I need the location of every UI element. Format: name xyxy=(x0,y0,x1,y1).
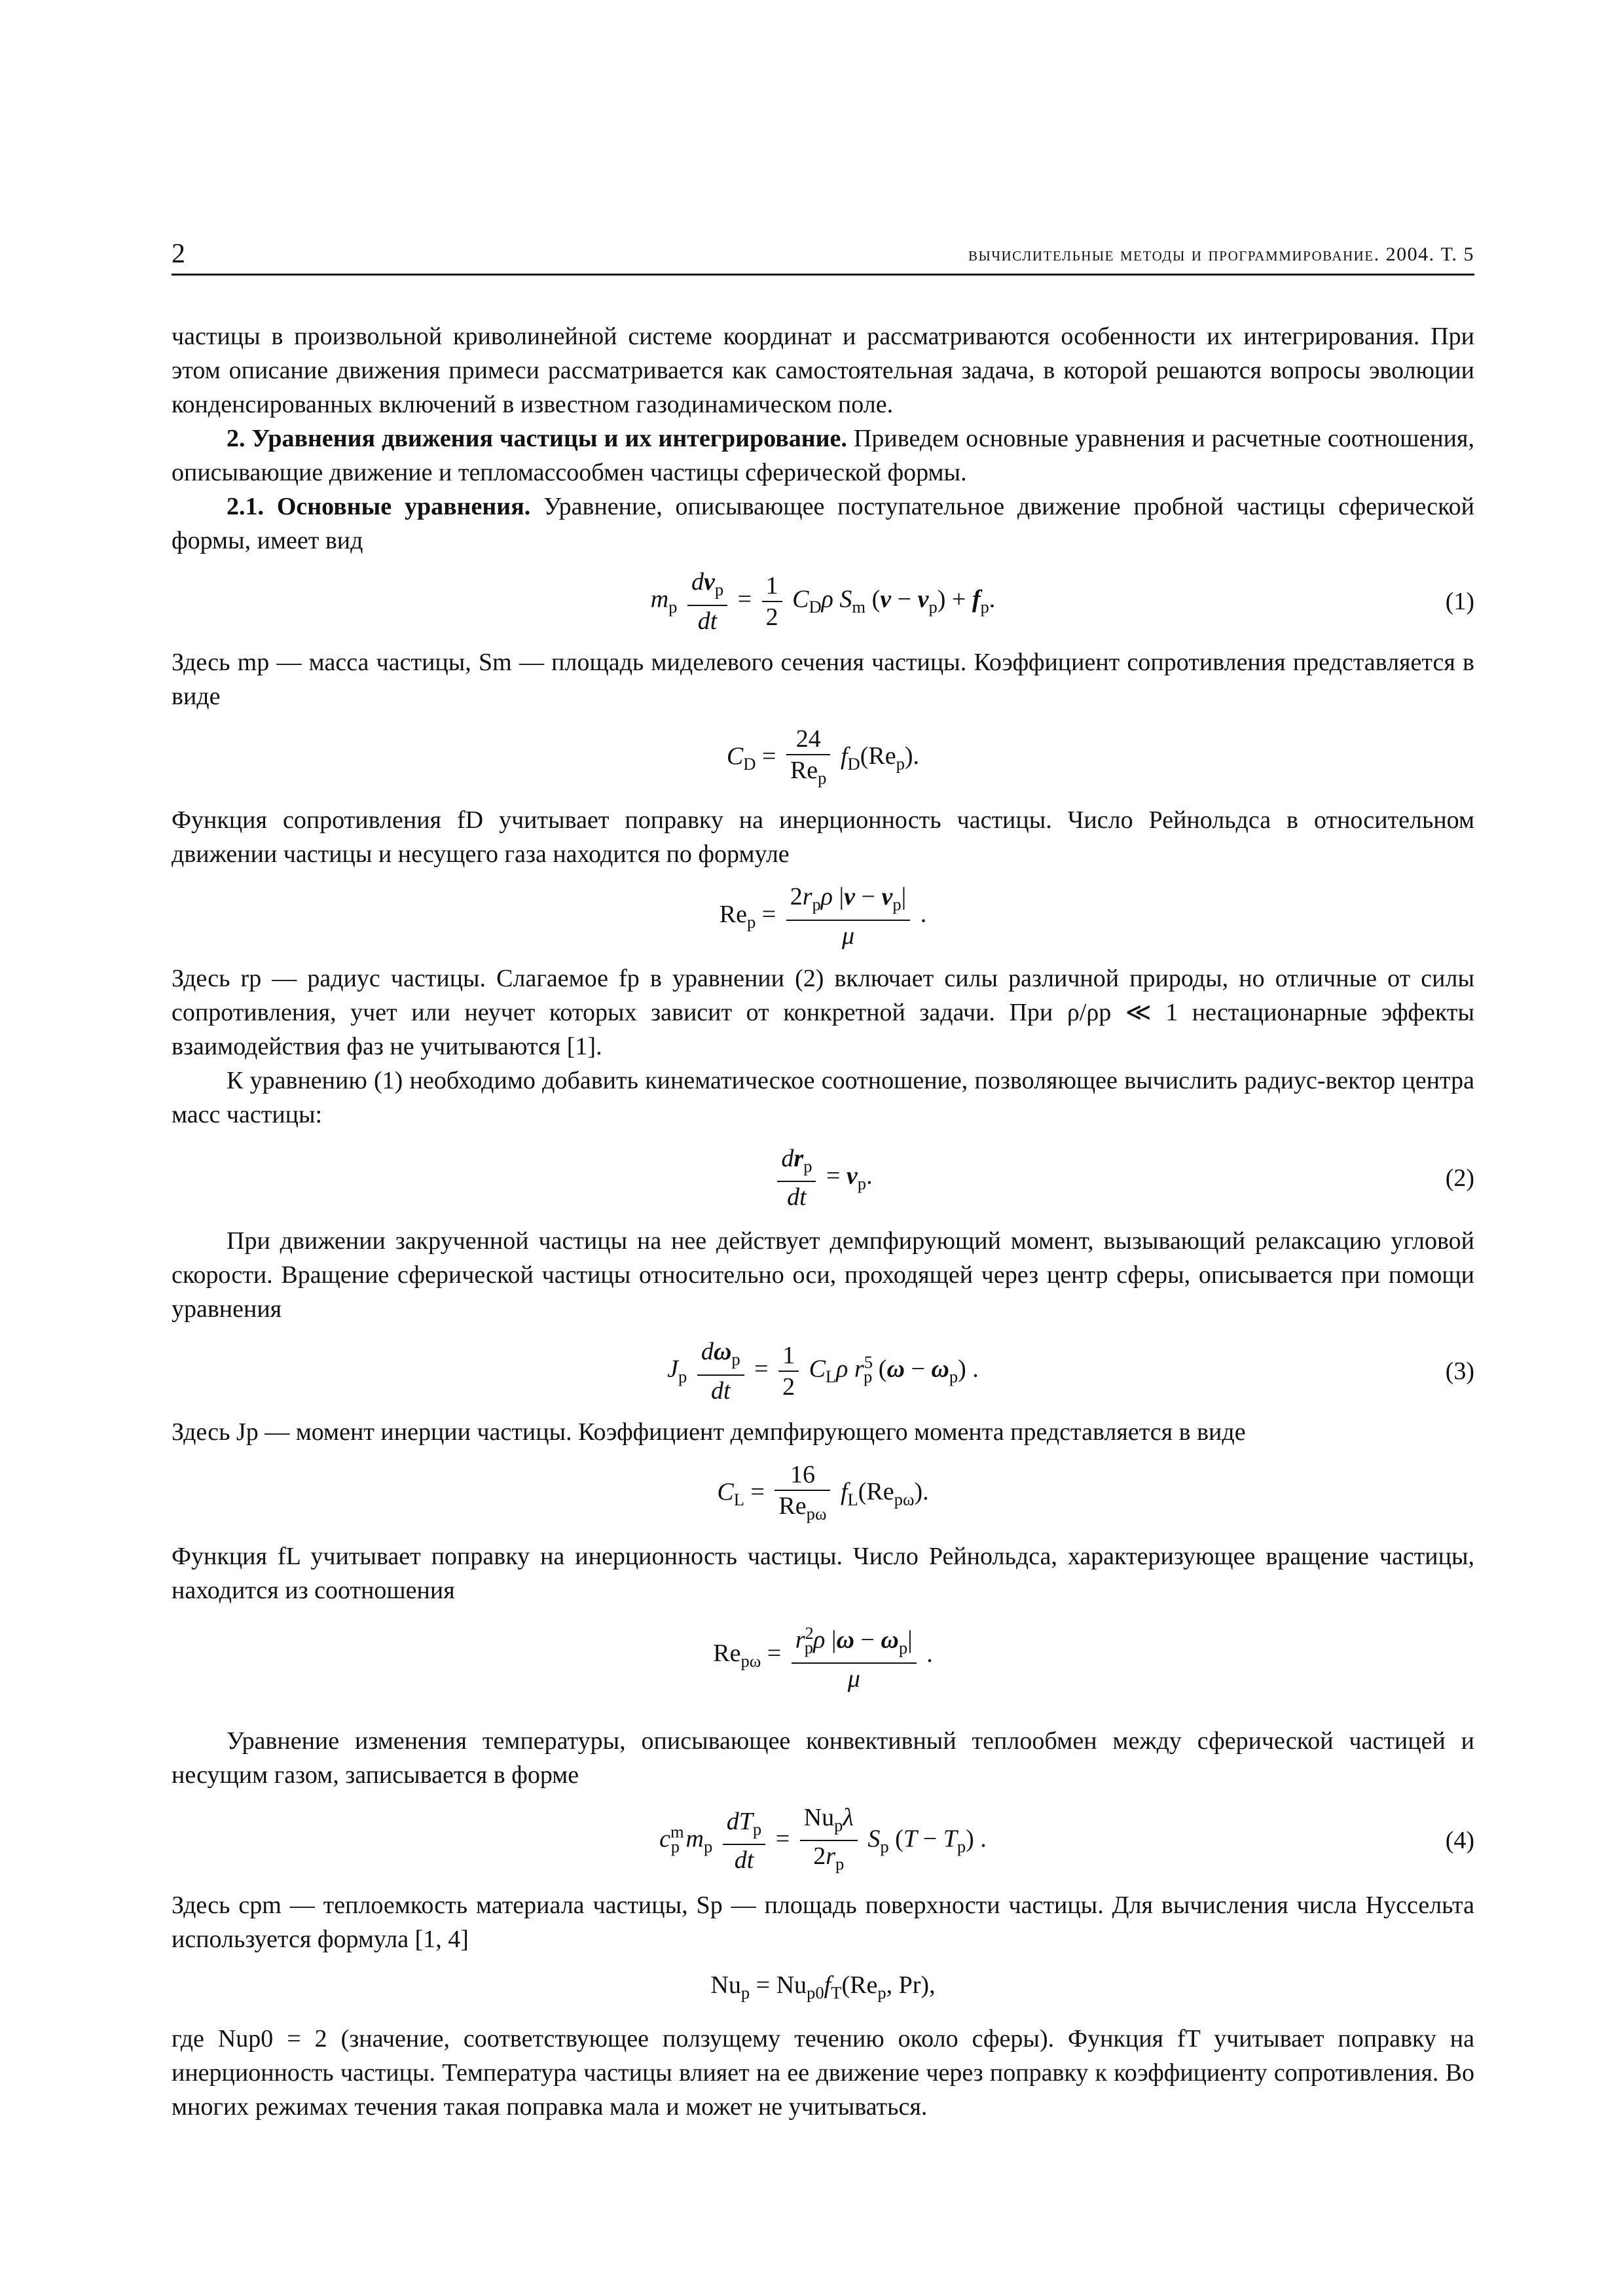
section-2-1-paragraph xyxy=(172,490,1474,558)
equation-1-label: (1) xyxy=(1445,587,1474,615)
article-body xyxy=(172,319,1474,2124)
equation-cl: $C_L$ = $\frac{16}{Re_{p\omega}}$ $f_L(Re_{p\omega})$. xyxy=(717,1460,929,1524)
equation-2-label: (2) xyxy=(1445,1164,1474,1192)
page-number: 2 xyxy=(172,239,185,269)
section-2-title: 2. Уравнения движения частицы и их интегрирование. xyxy=(227,425,847,452)
section-2-1-text: Уравнение, описывающее поступательное движение пробной частицы сферической формы, имеет вид xyxy=(172,493,1474,554)
equation-4: $c^m_p$ $m_p$ $\frac{dT_p}{dt}$ = $\frac{Nu_p\lambda}{2r_p}$ $S_p$ $(T - T_p)$ . (4) xyxy=(659,1803,1474,1874)
equation-cd: $C_D$ = $\frac{24}{Re_p}$ $f_D(Re_p)$. xyxy=(726,725,920,788)
equation-rep: $Re_p$ = $\frac{2r_p\rho |v - v_p|}{\mu}$ . xyxy=(719,883,927,950)
paragraph-rotation: При движении закрученной частицы на нее действует демпфирующий момент, вызывающий релаксацию угловой скорости. Вращение сферической частицы относительно оси, проходящей через центр сферы, описывается при помощи уравнения xyxy=(172,1227,1474,1323)
paragraph-after-eq3: Здесь Jp — момент инерции частицы. Коэффициент демпфирующего момента представляется в виде xyxy=(172,1418,1246,1446)
equation-1: $m_p$ $\frac{dv_p}{dt}$ = $\frac{1}{2}$ $C_D\rho$ $S_m$ $(v - v_p) + f_p$. (1) xyxy=(650,568,1474,635)
paragraph-temperature: Уравнение изменения температуры, описывающее конвективный теплообмен между сферической частицей и несущим газом, записывается в форме xyxy=(172,1727,1474,1789)
equation-3: $J_p$ $\frac{d\omega_p}{dt}$ = $\frac{1}{2}$ $C_L\rho$ $r^5_p$ $(\omega - \omega_p)$ . (3) xyxy=(667,1338,1474,1405)
section-2-paragraph xyxy=(172,422,1474,490)
paragraph-kinematic: К уравнению (1) необходимо добавить кинематическое соотношение, позволяющее вычислить радиус-вектор центра масс частицы: xyxy=(172,1066,1474,1128)
running-head: вычислительные методы и программирование. 2004. Т. 5 xyxy=(968,243,1474,265)
equation-nusselt: $Nu_p = Nu_{p0}f_T(Re_p$, Pr), xyxy=(710,1971,936,2003)
paragraph-final: где Nup0 = 2 (значение, соответствующее ползущему течению около сферы). Функция fT учитывает поправку на инерционность частицы. Температура частицы влияет на ее движение через поправку к коэффициенту сопротивления. Во многих режимах течения такая поправка мала и может не учитываться. xyxy=(172,2024,1474,2121)
equation-repw: $Re_{p\omega}$ = $\frac{r^2_p\rho |\omega - \omega_p|}{\mu}$ . xyxy=(172,1618,1474,1694)
paragraph-after-rep: Здесь rp — радиус частицы. Слагаемое fp в уравнении (2) включает силы различной природы, но отличные от силы сопротивления, учет или неучет которых зависит от конкретной задачи. При ρ/ρp ≪ 1 нестационарные эффекты взаимодействия фаз не учитываются [1]. xyxy=(172,964,1474,1060)
paragraph-after-eq4: Здесь cpm — теплоемкость материала частицы, Sp — площадь поверхности частицы. Для вычисления числа Нуссельта используется формула [1, 4] xyxy=(172,1892,1474,1953)
paragraph-after-cl: Функция fL учитывает поправку на инерционность частицы. Число Рейнольдса, характеризующее вращение частицы, находится из соотношения xyxy=(172,1542,1474,1604)
equation-2: $\frac{dr_p}{dt}$ = $v_p$. (2) xyxy=(172,1143,1474,1213)
paragraph-intro: частицы в произвольной криволинейной системе координат и рассматриваются особенности их интегрирования. При этом описание движения примеси рассматривается как самостоятельная задача, в которой решаются вопросы эволюции конденсированных включений в известном газодинамическом поле. xyxy=(172,323,1474,418)
section-2-text: Приведем основные уравнения и расчетные соотношения, описывающие движение и тепломассообмен частицы сферической формы. xyxy=(172,425,1474,486)
page-header xyxy=(172,234,1474,276)
paragraph-after-cd: Функция сопротивления fD учитывает поправку на инерционность частицы. Число Рейнольдса в относительном движении частицы и несущего газа находится по формуле xyxy=(172,806,1474,869)
section-2-1-title: 2.1. Основные уравнения. xyxy=(227,493,531,520)
equation-3-label: (3) xyxy=(1445,1357,1474,1386)
paragraph-after-eq1: Здесь mp — масса частицы, Sm — площадь миделевого сечения частицы. Коэффициент сопротивления представляется в виде xyxy=(172,648,1474,710)
equation-4-label: (4) xyxy=(1445,1827,1474,1855)
